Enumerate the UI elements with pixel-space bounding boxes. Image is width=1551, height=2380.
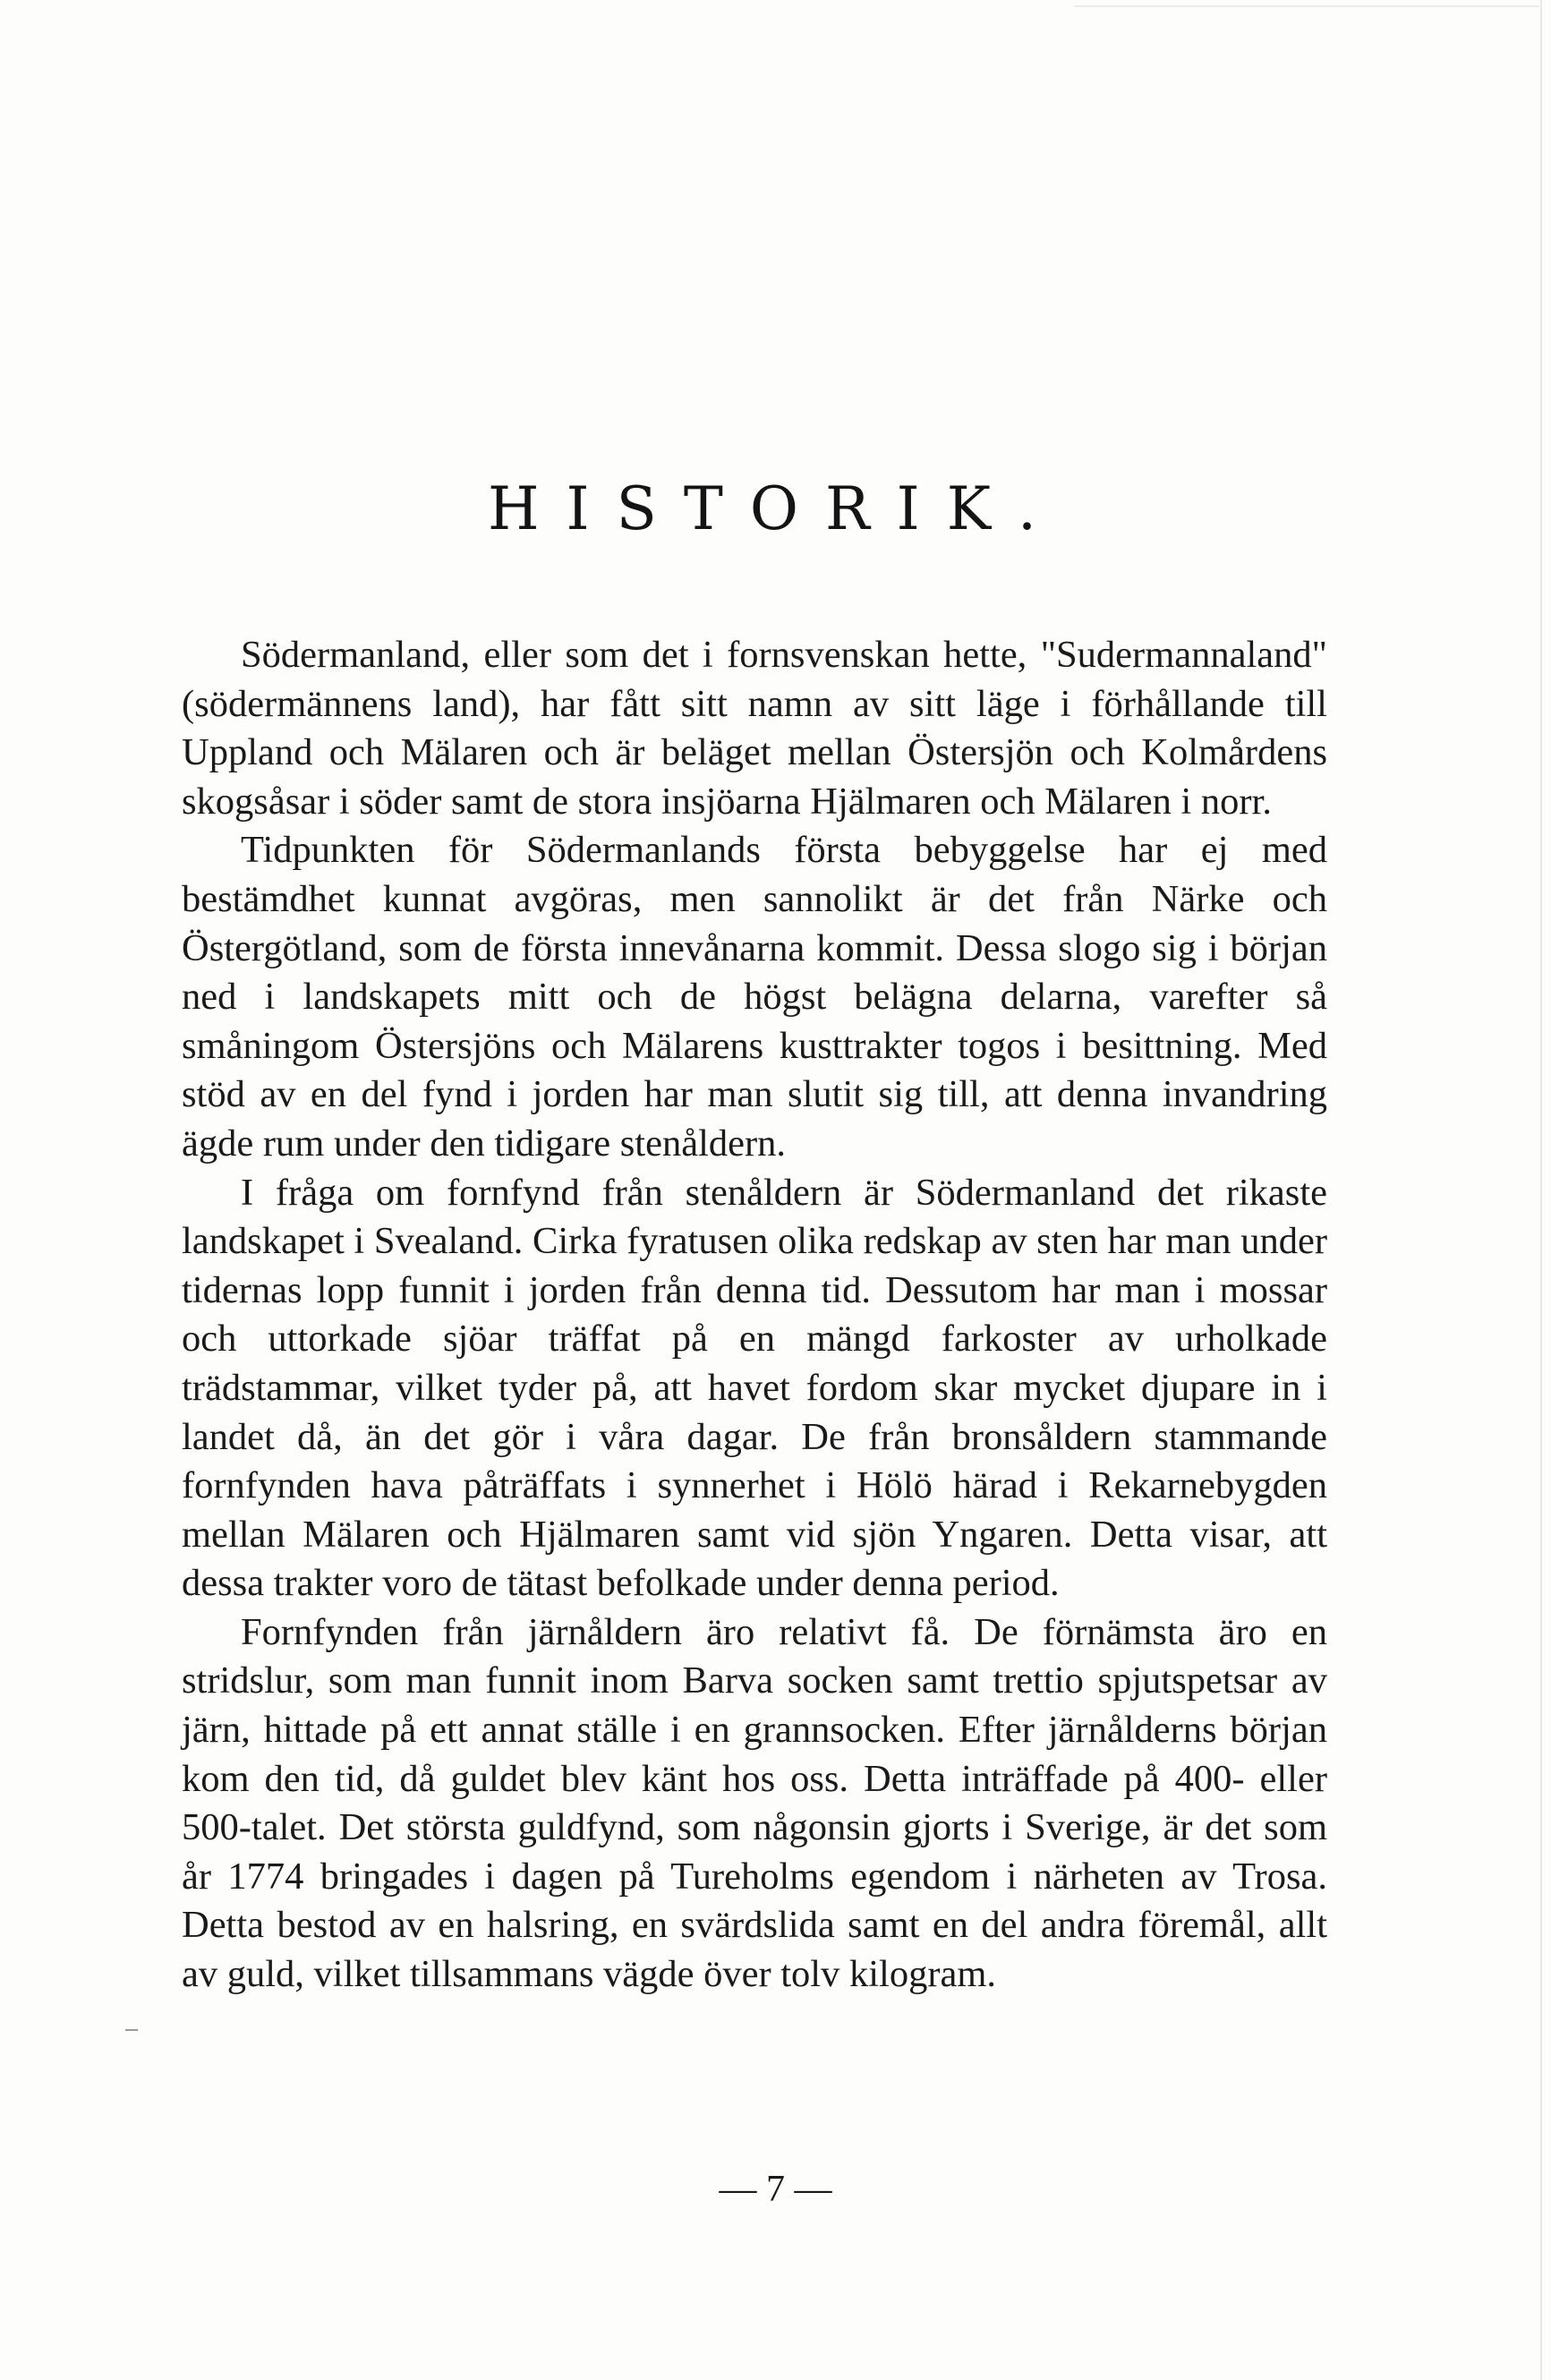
- page-title: HISTORIK.: [487, 474, 1064, 543]
- paragraph-4: Fornfynden från järnåldern äro relativt få. De förnämsta äro en stridslur, som man funnit inom Barva socken samt trettio spjutspetsar av järn, hittade på ett annat ställe i en grannsocken. Efter järnålderns början kom den tid, då guldet blev känt hos oss. Detta inträffade på 400- eller 500-talet. Det största guldfynd, som någonsin gjorts i Sverige, är det som år 1774 bringades i dagen på Tureholms egendom i närheten av Trosa. Detta bestod av en halsring, en svärdslida samt en del andra föremål, allt av guld, vilket tillsammans vägde över tolv kilogram.: [182, 1610, 1327, 1996]
- page-number: — 7 —: [719, 2169, 832, 2210]
- page-edge-right: [1540, 0, 1542, 2380]
- paragraph-1: Södermanland, eller som det i fornsvenskan hette, "Sudermannaland" (södermännens land), har fått sitt namn av sitt läge i förhållande till Uppland och Mälaren och är beläget mellan Östersjön och Kolmårdens skogsåsar i söder samt de stora insjöarna Hjälmaren och Mälaren i norr.: [182, 634, 1327, 823]
- page-edge-top: [1074, 5, 1539, 7]
- body-text: [182, 631, 1327, 2000]
- margin-mark: [125, 2029, 138, 2031]
- paragraph-3: I fråga om fornfynd från stenåldern är Södermanland det rikaste landskapet i Svealand. Cirka fyratusen olika redskap av sten har man under tidernas lopp funnit i jorden från denna tid. Dessutom har man i mossar och uttorkade sjöar träffat på en mängd farkoster av urholkade trädstammar, vilket tyder på, att havet fordom skar mycket djupare in i landet då, än det gör i våra dagar. De från bronsåldern stammande fornfynden hava påträffats i synnerhet i Hölö härad i Rekarnebygden mellan Mälaren och Hjälmaren samt vid sjön Yngaren. Detta visar, att dessa trakter voro de tätast befolkade under denna period.: [182, 1171, 1327, 1605]
- paragraph-2: Tidpunkten för Södermanlands första bebyggelse har ej med bestämdhet kunnat avgöras, men sannolikt är det från Närke och Östergötland, som de första innevånarna kommit. Dessa slogo sig i början ned i landskapets mitt och de högst belägna delarna, varefter så småningom Östersjöns och Mälarens kusttrakter togos i besittning. Med stöd av en del fynd i jorden har man slutit sig till, att denna invandring ägde rum under den tidigare stenåldern.: [182, 829, 1327, 1164]
